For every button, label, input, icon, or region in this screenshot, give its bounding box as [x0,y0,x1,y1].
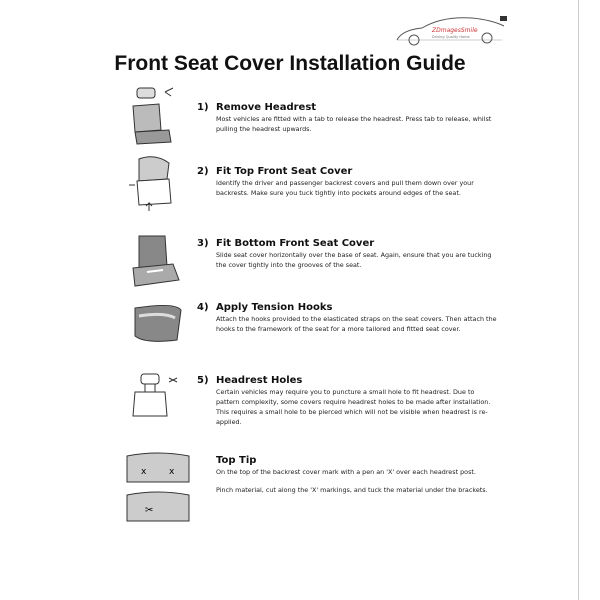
step-4 [197,302,497,334]
step-heading: Fit Top Front Seat Cover [216,166,353,177]
svg-text:✂: ✂ [145,505,154,516]
step-2 [197,166,497,198]
headrest-holes-illustration [125,370,187,420]
step-number: 4) [197,302,209,313]
tip-body-2: Pinch material, cut along the 'X' markings, and tuck the material under the brackets. [216,486,488,494]
top-tip [197,455,497,495]
tip-mark-x-illustration [125,452,191,486]
page-edge [578,0,579,600]
step-number: 3) [197,238,209,249]
step-body: Most vehicles are fitted with a tab to release the headrest. Press tab to release, whilst pulling the headrest upwards. [216,115,492,133]
step-body: Slide seat cover horizontally over the base of seat. Again, ensure that you are tucking the cover tightly into the grooves of the seat. [216,251,492,269]
step-body: Certain vehicles may require you to puncture a small hole to fit headrest. Due to pattern complexity, some covers require headrest holes to be made after installation. This requires a small hole to be pierced which will not be visible when headrest is re-applied. [216,388,491,426]
step-3 [197,238,497,270]
step-number: 2) [197,166,209,177]
tension-hooks-illustration [125,300,185,350]
step-heading: Apply Tension Hooks [216,302,333,313]
svg-text:x: x [141,467,147,477]
step-number: 1) [197,102,209,113]
tip-cut-scissors-illustration [125,491,191,525]
logo-brand: ZDmagesSmile [432,27,478,34]
step-5 [197,375,497,427]
seat-headrest-illustration [125,86,185,148]
seat-top-cover-illustration [125,155,185,217]
tip-body-1: On the top of the backrest cover mark with a pen an 'X' over each headrest post. [216,468,476,476]
page-title: Front Seat Cover Installation Guide [114,52,466,75]
tip-heading: Top Tip [216,455,257,466]
step-heading: Headrest Holes [216,375,303,386]
step-heading: Fit Bottom Front Seat Cover [216,238,375,249]
step-body: Identify the driver and passenger backrest covers and pull them down over your backrests. Make sure you tuck tightly into pockets around edges of the seat. [216,179,474,197]
step-1 [197,102,497,134]
logo-tagline: Driving Quality Home [432,35,470,39]
step-body: Attach the hooks provided to the elasticated straps on the seat covers. Then attach the hooks to the framework of the seat for a more tailored and fitted seat cover. [216,315,497,333]
svg-text:x: x [169,467,175,477]
step-heading: Remove Headrest [216,102,317,113]
step-number: 5) [197,375,209,386]
seat-bottom-cover-illustration [125,232,185,294]
